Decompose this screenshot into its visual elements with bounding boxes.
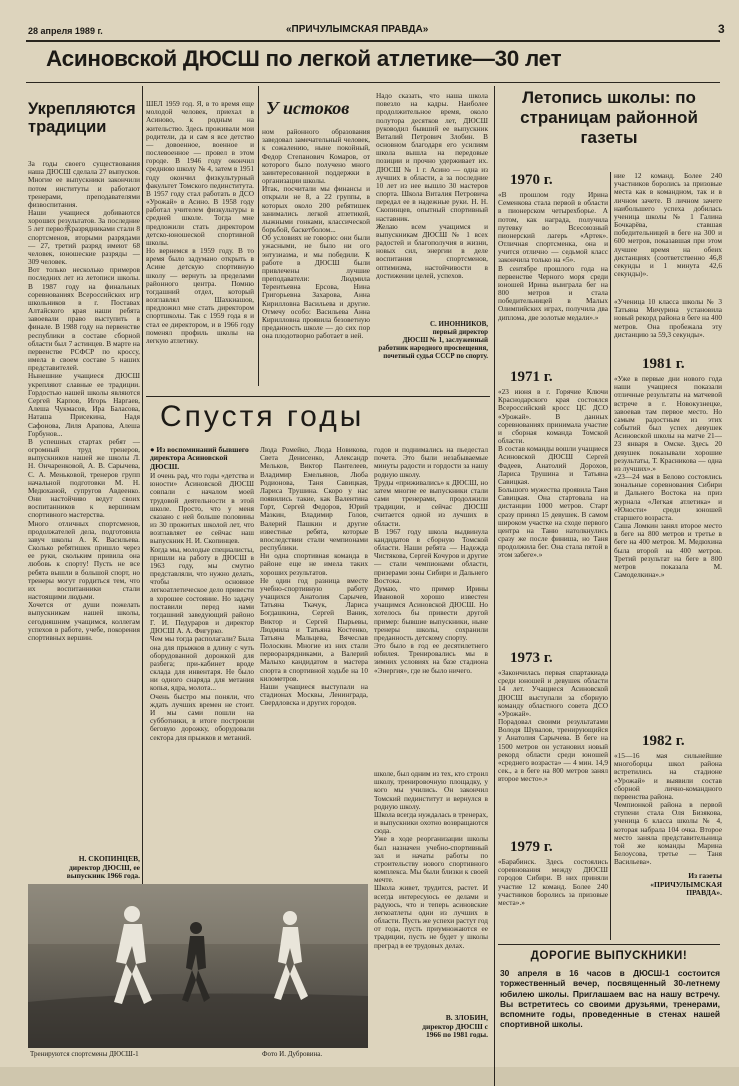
letopis-year: 1982 г.: [642, 733, 685, 749]
istokov-signature: С. ИНОННИКОВ, первый директор ДЮСШ № 1, заслуженный работник народного просвещения, почетный судья СССР по спорту.: [378, 320, 488, 361]
athletes-photo: [28, 884, 368, 1048]
spustya-lead: ● Из воспоминаний бывшего директора Асиновской ДЮСШ.: [150, 445, 249, 471]
spustya-signature: В. ЗЛОБИН, директор ДЮСШ с 1966 по 1981 годы.: [422, 1013, 488, 1040]
column-divider-3: [494, 86, 495, 1086]
graduates-text: 30 апреля в 16 часов в ДЮСШ-1 состоится торжественный вечер, посвященный 30-летнему юбилею школы. Приглашаем вас на нашу встречу. Вы встретитесь со своими друзьями, тренерами, вспомните годы, проведенные в стенах нашей спортивной школы.: [500, 968, 720, 1030]
photo-caption: Тренируются спортсмены ДЮСШ-1: [30, 1050, 139, 1058]
letopis-col-b: [614, 172, 722, 898]
spustya-col-4: школе, был одним из тех, кто строил школу, тренировочную площадку, у кого мы учились. Он закончил Томский пединститут и вернулся в родную школу. Школа всегда нуждалась в тренерах, и выпускники охотно возвращаются сюда. Уже в ходе реорганизации школы был назначен учебно-спортивный зал и начаты работы по строительству нового спортивного комплекса. Мы были близки к своей мечте. Школа живет, трудится, растет. И всегда интересуюсь ее делами и радуюсь, что и теперь асиновские легкоатлеты одни из лучших в области. Пусть же успехи растут год от года, пусть приумножаются ее традиции, пусть не будет у школы преград в ее трудовых делах.: [374, 770, 488, 950]
letopis-entry-text: «23 июня в г. Горячие Ключи Краснодарского края состоялся Всероссийский кросс ЦС ДСО «Урожай». В данных соревнованиях принимала участие и сборная команда Томской области. В состав команды вошли учащиеся Асиновской ДЮСШ Сергей Фадеев, Анатолий Дорохов, Лариса Трушина и Татьяна Савицкая. Большого мужества проявила Таня Савицкая. Она стартовала на дистанции 1000 метров. Старт сразу принял 15 девушек. В самом широком участке на сходе первого центра на Таню натолкнулись сразу же после финиша, но Таня продолжила бег. Она стала пятой в этом забеге».»: [498, 388, 608, 560]
letopis-entry-text: «В прошлом году Ирина Семенкова стала первой в области в пионерском четырехборье. А потом, как награда, получила путевку во Всесоюзный пионерский лагерь «Артек». Отличная спортсменка, она и учится отлично — седьмой класс закончила только на «5». В сентябре прошлого года на первенстве Черного моря среди юношей Ирина выиграла бег на 800 метров и стала победительницей в Малых Олимпийских играх, получила два диплома, две золотые медали».»: [498, 191, 608, 322]
istokov-body-2: Надо сказать, что наша школа повезло на кадры. Наиболее продолжительное время, около полутора десятков лет, ДЮСШ руководил бывший ее выпускник Виталий Петрович Злобин. В основном благодаря его усилиям школа вышла на передовые позиции и прочно удерживает их. ДЮСШ № 1 г. Асино — одна из лучших в области, а за последние 10 лет из нее вышло 30 мастеров спорта. Школа Виталия Петровича передал ее в надежные руки. Н. Н. Скопинцев, опытный спортивный наставник. Желаю всем учащимся и выпускникам ДЮСШ № 1 всех радостей и благополучия в жизни, новых сил, энергии в деле воспитания спортсменов, оптимизма, настойчивости в достижении целей, успехов.: [376, 92, 488, 280]
letopis-year: 1971 г.: [510, 369, 553, 385]
graduates-top-rule: [498, 944, 720, 945]
letopis-year: 1979 г.: [510, 839, 553, 855]
letopis-col-a: [498, 172, 608, 918]
paper-name: «ПРИЧУЛЫМСКАЯ ПРАВДА»: [286, 24, 429, 35]
spustya-col-2: Люда Ромейко, Люда Новикова, Света Денисенко, Александр Мельков, Виктор Пантелеев, Владимир Емельянов, Люба Родионова, Таня Савицкая, Лариса Трушина. Скоро у нас появились такие, как Валентина Горт, Сергей Федоров, Юрий Мазкин, Владимир Голов, Валерий Пашкин и другие известные ребята, которые впоследствии стали чемпионами республики. Ни одна спортивная команда в районе еще не имела таких хороших результатов. Не один год разница вместе учебно-спортивную работу учащихся Анатолия Сарычев, Татьяна Ткачук, Лариса Богдашкина, Сергей Ваник, Виктор и Сергей Пырьевы, Людмила и Татьяна Костенко, Татьяна Мальцева, Вячеслав Полоскин. Многие из них стали перворазрядниками, а Валерий Малыхо кандидатом в мастера спорта в спортивной ходьбе на 10 километров. Наши учащиеся выступали на стадионах Москвы, Ленинграда, Свердловска и других городов.: [260, 446, 368, 708]
letopis-entry-text: «Барабинск. Здесь состоялись соревнования между ДЮСШ городов Сибири. В них приняли участие 12 команд. Более 240 участников боролись за призовые места».»: [498, 858, 608, 907]
left-article-signature: Н. СКОПИНЦЕВ, директор ДЮСШ, ее выпускник 1966 года.: [66, 854, 140, 881]
letopis-title: Летопись школы: по страницам районной газеты: [520, 88, 698, 148]
runners-illustration: [28, 884, 368, 1048]
photo-credit: Фото И. Дубровина.: [262, 1050, 323, 1058]
spustya-top-rule: [146, 396, 490, 397]
page-number: 3: [718, 22, 725, 36]
letopis-col-b-top-2: «Ученица 10 класса школы № 3 Татьяна Мичурина установила новый рекорд района в беге на 400 метров. Она пробежала эту дистанцию за 59,3 секунды».: [614, 298, 722, 339]
letopis-year: 1973 г.: [510, 650, 553, 666]
letopis-entry-text: «Закончилась первая спартакиада среди юношей и девушек области 14 лет. Учащиеся Асиновской ДЮСШ выступали за сборную команду областного совета ДСО «Урожай». Порадовал своими результатами Володя Шувалов, тренирующийся у Анатолия Сарычева. В беге на 1500 метров он установил новый рекорд области среди юношей «среднего возраста» — 4 мин. 14,9 сек., а в беге на 800 метров занял второе место».»: [498, 669, 608, 784]
letopis-col-b-top: ние 12 команд. Более 240 участников боролись за призовые места как в командном, так и в личном зачете. В личном зачете наибольшего успеха добилась ученица школы № 1 Галина Бочкарёва, ставшая победительницей в беге на 300 и 600 метров, показавшая при этом лучшее время на обеих дистанциях (соответственно 46,8 секунды и 1 минута 42,6 секунды)».: [614, 172, 722, 279]
header-rule: [26, 40, 720, 42]
letopis-entry-text: «Уже в первые дни нового года наши учащиеся показали отличные результаты на матчевой встрече в г. Новокузнецке, завоевав там первое место. Но самым радостным из этих событий был успех девушек Асиновской школы на матче 21—23 января в Омске. Здесь 20 девушек показывали хорошие результаты, Т. Красникова — одна из лучших».» «23—24 мая в Белово состоялись зональные соревнования Сибири и Дальнего Востока на приз журнала «Легкая атлетика» и «Юности» среди юношей старшего возраста. Саша Ломкин занял второе место в беге на 800 метров и третье в беге на 400 метров. М. Медюхина была второй на 400 метров. Третий результат на беге в 800 метров показала М. Самоделкина».»: [614, 375, 722, 580]
column-divider-4: [610, 172, 611, 940]
letopis-entry-text: «15—16 мая сильнейшие многоборцы школ района встретились на стадионе «Урожай» и выявили состав сборной лично-командного первенства района. Чемпионкой района в первой ступени стала Оля Бизякова, ученица 6 класса школы № 4, которая набрала 104 очка. Второе место заняла представительница той же команды Марина Белоусова, третье — Таня Васильева».: [614, 752, 722, 867]
banner-headline: Асиновской ДЮСШ по легкой атлетике—30 лет: [46, 46, 562, 71]
issue-date: 28 апреля 1989 г.: [28, 26, 103, 36]
banner-rule: [26, 82, 720, 83]
letopis-year: 1970 г.: [510, 172, 553, 188]
column-divider-1: [142, 86, 143, 886]
column-divider-2: [258, 86, 259, 386]
spustya-title: Спустя годы: [160, 400, 365, 433]
istokov-body: ном районного образования заведовал замечательный человек, к сожалению, ныне покойный, Федор Степанович Комаров, от которого было получено много заинтересованной поддержки в организации школы. Итак, посчитали мы финансы и открыли не 8, а 22 группы, в которых около 200 ребятишек занимались легкой атлетикой, лыжными гонками, классической борьбой, баскетболом... Об условиях не говорю: они были ужасными, не было ни ого энтузиазма, и мы победили. К работе в ДЮСШ были привлечены лучшие преподаватели: Людмила Терентьевна Ерсова, Нина Григорьевна Захарова, Анна Кирилловна Васильева и другие. Отмечу особо: Васильева Анна Кирилловна проявила безоветную преданность школе — до сих пор она плодотворно работает в ней.: [262, 128, 370, 341]
spustya-col-3: годов и поднимались на пьедестал почета. Это были незабываемые минуты радости и гордости за нашу родную школу. Труды «приживались» к ДЮСШ, но затем многие ее выпускники стали сами тренерами, продолжили традиции, и сейчас ДЮСШ считается одной из лучших в области. В 1967 году школа выдвинула кандидатов в сборную Томской области. Наши ребята — Надежда Чистякова, Сергей Кочуров и другие — стали чемпионами области, призерами зоны Сибири и Дальнего Востока. Думаю, что пример Ирины Ивановой хорошо известен учащимся Асиновской ДЮСШ. Но хотелось бы привести другой пример: бывшие выпускники, ныне тренеры школы, сохранили преданность детскому спорту. Это было в год ее десятилетнего юбилея. Тренировались мы в зимних условиях на базе стадиона «Энергия», где не было ничего.: [374, 446, 488, 675]
graduates-title: ДОРОГИЕ ВЫПУСКНИКИ!: [530, 950, 688, 962]
istokov-title: У истоков: [266, 98, 350, 118]
letopis-year: 1981 г.: [642, 356, 685, 372]
mid-article-body: ШЕЛ 1959 год. Я, в то время еще молодой человек, приехал в Асиново, к родным на жительство. Здесь проживали мои родители, да и сам я все детство — довоенное, военное и послевоенное — провел в этом городе. В 1946 году окончил среднюю школу № 4, затем в 1951 году окончил физкультурный факультет Томского пединститута. В 1957 году стал работать в ДСО «Урожай» в Асино. В 1958 году работал учителем физкультуры в средней школе. Тогда мне предложили стать директором детско-юношеской спортивной школы. Но вернемся в 1959 году. В то время было задумано открыть в Асине детскую спортивную школу — вернуть за пределами районного центра. Помню тогдашний отдел, который возглавлял Шахкиашов, предложил мне стать директором спортшколы. Так с 1959 года я и стал ее директором, и в 1966 году поменял профиль школы на легкую атлетику.: [146, 100, 254, 345]
spustya-col-1: И очень рад, что годы «детства и юности» Асиновской ДЮСШ совпали с началом моей трудовой деятельности в этой школе. Просто, что у меня сказано с ней больше половины из 30 прожитых школой лет, что возглавляет ее сейчас наш выпускник Н. И. Скопинцев. Когда мы, молодые специалисты, пришли на работу в ДЮСШ в 1963 году, мы смутно представляли, что нужно делать, чтобы основное легкоатлетическое дело привести в хорошее состояние. Но задачу поставили перед нами тогдашний заведующий районо Г. И. Педураров и директор ДЮСШ А. А. Фигурко. Чем мы тогда располагали? Была она для прыжков в длину с чуть оборудованной дорожкой для разбега; при-кабинет вроде склада для инвентаря. Не было ни одного снаряда для метания копья, ядра, молота... Очень быстро мы поняли, что ждать лучших времен не стоит. И мы сами пошли на субботники, в итоге построили беговую дорожку, оборудовали сектора для прыжков и метаний.: [150, 472, 254, 742]
left-article-title: Укрепляются традиции: [28, 100, 136, 137]
letopis-source: Из газеты «ПРИЧУЛЫМСКАЯ ПРАВДА».: [650, 871, 722, 898]
left-article-body: За годы своего существования наша ДЮСШ сделала 27 выпусков. Многие ее выпускники закончили потом институты и работают тренерами, преподавателями физвоспитания. Наши учащиеся добиваются хороших результатов. За последние 5 лет перво承разрядниками стали 8 спортсменов, вторыми разрядами — 27, третий разряд имеют 68 человек, юношеские разряды — 309 человек. Вот только несколько примеров последних лет из летописи школы. В 1987 году на финальных соревнованиях Всероссийских игр школьников в г. Поставах Алтайского края наши ребята завоевали право выступить в финале. В 1988 году на первенстве республики в составе сборной области был 7 астинцев. В марте на первенстве РСФСР по кроссу, имела в своем составе 5 наших представителей. Нынешние учащиеся ДЮСШ укрепляют славные ее традиции. Гордостью нашей школы являются Сергей Карпов, Игорь Наргаев, Алеша Чукмасов, Ира Баласова, Наташа Присекина, Надя Сафонова, Лиля Арапова, Алеша Горбунов... В успешных стартах ребят — огромный труд тренеров, выпускников нашей же школы Л. Н. Ончаренковой, А. В. Сарычева, С. А. Меньковой, тренеров групп начальной подготовки М. Н. Медюханой, супругов Авдеенко. Они настойчиво ведут своих воспитанников к вершинам спортивного мастерства. Много отличных спортсменов, продолжателей дела, подготовила завуч школы А. К. Васильева. Сколько ребятишек пришло через ее руки, скольким привила она любовь к спорту! Пусть не все ребята вышли в большой спорт, но тренеры могут гордиться тем, что их воспитанники стали настоящими людьми. Хочется от души пожелать выпускникам нашей школы, сегодняшним учащимся, коллегам успехов в работе, учебе, покорения спортивных вершин.: [28, 160, 140, 642]
